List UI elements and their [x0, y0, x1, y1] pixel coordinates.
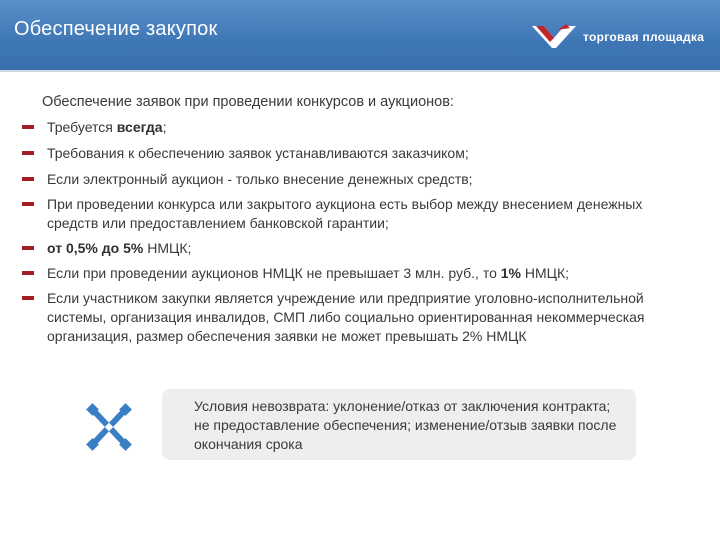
cross-icon [84, 402, 134, 452]
plain-text: Если при проведении аукционов НМЦК не превышает 3 млн. руб., то [47, 265, 501, 281]
list-item-text [47, 289, 697, 346]
plain-text: При проведении конкурса или закрытого аукциона есть выбор между внесением денежных средств или предоставлением банковской гарантии; [47, 196, 643, 231]
list-item-text [47, 264, 697, 283]
plain-text: НМЦК; [143, 240, 192, 256]
note-text: Условия невозврата: уклонение/отказ от заключения контракта; не предоставление обеспечения; изменение/отзыв заявки после окончания срока [194, 398, 617, 452]
non-return-note [162, 389, 636, 460]
section-subtitle: Обеспечение заявок при проведении конкурсов и аукционов: [42, 94, 454, 110]
bullet-marker [22, 296, 34, 300]
brand-logo [530, 22, 710, 52]
plain-text: ; [162, 119, 167, 135]
brand-logo-mark-icon [530, 22, 578, 52]
bullet-marker [22, 271, 34, 275]
plain-text: Требуется [47, 119, 117, 135]
list-item-text [47, 170, 697, 189]
bullet-marker [22, 151, 34, 155]
plain-text: Требования к обеспечению заявок устанавливаются заказчиком; [47, 145, 469, 161]
header-bar [0, 0, 720, 72]
plain-text: Если участником закупки является учреждение или предприятие уголовно-исполнительной системы, организация инвалидов, СМП либо социально ориентированная некоммерческая организация, размер обеспечения заявки не может превышать 2% НМЦК [47, 290, 645, 344]
list-item-text [47, 118, 697, 137]
plain-text: Если электронный аукцион - только внесение денежных средств; [47, 171, 473, 187]
list-item-text [47, 144, 697, 163]
emphasis-text: от 0,5% до 5% [47, 240, 144, 256]
bullet-marker [22, 246, 34, 250]
bullet-marker [22, 125, 34, 129]
bullet-marker [22, 202, 34, 206]
logo-text: торговая площадка [583, 30, 705, 44]
emphasis-text: всегда [116, 119, 163, 135]
page-title: Обеспечение закупок [14, 18, 218, 40]
bullet-marker [22, 177, 34, 181]
list-item-text [47, 195, 697, 233]
emphasis-text: 1% [500, 265, 521, 281]
list-item-text [47, 239, 697, 258]
plain-text: НМЦК; [520, 265, 570, 281]
